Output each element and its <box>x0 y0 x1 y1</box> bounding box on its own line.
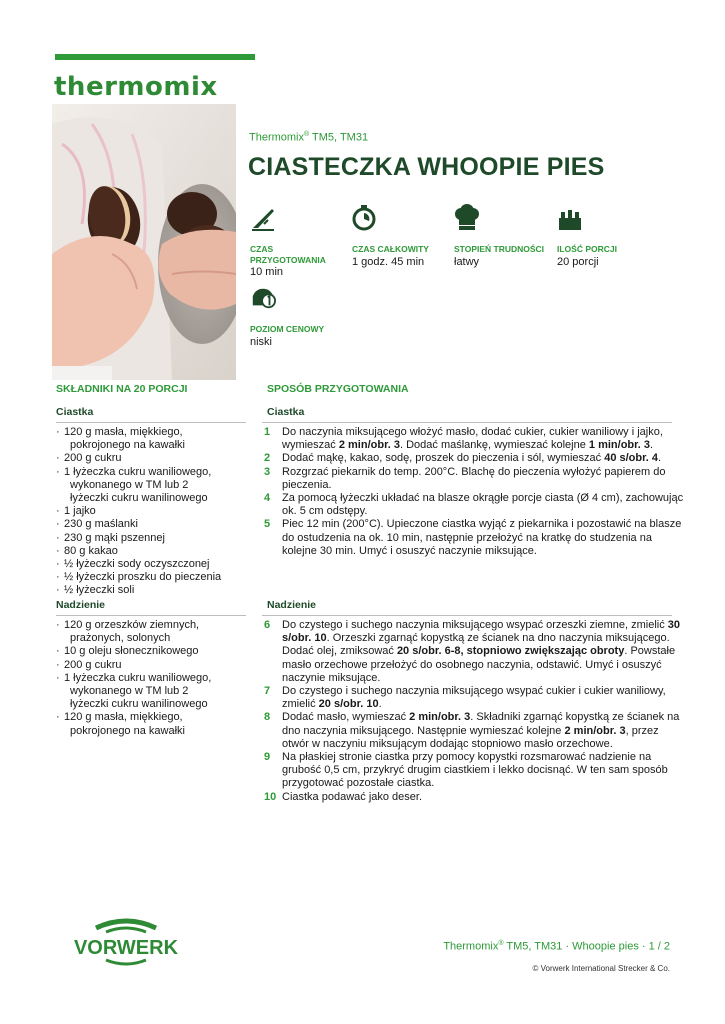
step-setting: 30 s/obr. 10 <box>282 619 681 645</box>
ingredients-heading: SKŁADNIKI NA 20 PORCJI <box>56 383 188 395</box>
ingredient-text: 1 łyżeczka cukru waniliowego, <box>64 671 212 684</box>
portions-icon <box>557 204 583 232</box>
step-number: 8 <box>264 711 271 724</box>
meta-label: CZAS PRZYGOTOWANIA <box>250 244 326 265</box>
step-text: Do naczynia miksującego włożyć masło, dodać cukier, cukier waniliowy i jajko, wymieszać <box>282 426 663 452</box>
recipe-title: CIASTECZKA WHOOPIE PIES <box>248 153 605 181</box>
step-number: 4 <box>264 492 271 505</box>
ingredient-item <box>56 558 242 571</box>
method-step <box>264 751 684 791</box>
meta-label: STOPIEŃ TRUDNOŚCI <box>454 244 545 254</box>
price-icon <box>250 284 276 312</box>
ingredients-group-title: Nadzienie <box>56 599 106 611</box>
ingredient-item <box>56 518 242 531</box>
divider <box>56 615 246 616</box>
footer-brand: Thermomix <box>443 940 499 953</box>
ingredient-text: łyżeczki cukru wanilinowego <box>70 492 208 505</box>
knife-icon <box>250 204 276 232</box>
ingredient-text: pokrojonego na kawałki <box>70 724 185 737</box>
step-number: 1 <box>264 426 271 438</box>
ingredient-item <box>56 452 242 465</box>
ingredient-text: 120 g masła, miękkiego, <box>64 711 183 724</box>
step-text: , przez otwór w naczyniu miksującym dodając stopniowo masło orzechowe. <box>282 724 659 750</box>
ingredient-text: łyżeczki cukru wanilinowego <box>70 698 208 711</box>
step-text: . <box>650 439 654 452</box>
ingredient-item <box>56 645 242 658</box>
method-step <box>264 518 684 558</box>
ingredient-text: 230 g maślanki <box>64 518 138 531</box>
step-text: . Orzeszki zgarnąć kopystką ze ścianek na dno naczynia miksującego. <box>326 632 670 645</box>
ingredient-text: 80 g kakao <box>64 544 118 557</box>
method-step <box>264 492 684 518</box>
ingredient-text: wykonanego w TM lub 2 <box>70 478 189 491</box>
step-setting: 2 min/obr. 3 <box>564 724 626 737</box>
ingredient-text: prażonych, solonych <box>70 632 171 645</box>
recipe-photo <box>52 104 236 380</box>
meta-value: 10 min <box>250 266 284 278</box>
ingredients-group-title: Ciastka <box>56 406 94 418</box>
step-number: 2 <box>264 452 271 465</box>
models-line <box>249 131 368 144</box>
footer-registered-mark: ® <box>498 940 504 947</box>
method-group-title: Nadzienie <box>267 599 317 611</box>
meta-label: POZIOM CENOWY <box>250 324 325 334</box>
ingredient-text: 200 g cukru <box>64 658 122 671</box>
step-continuation <box>282 645 684 685</box>
step-text: Dodać masło, wymieszać <box>282 711 410 724</box>
step-text: Dodać mąkę, kakao, sodę, proszek do pieczenia i sól, wymieszać <box>282 452 605 465</box>
ingredient-item <box>56 571 242 584</box>
meta-value: 1 godz. 45 min <box>352 256 425 268</box>
method-step <box>264 711 684 751</box>
step-number: 10 <box>264 790 277 803</box>
step-setting: 1 min/obr. 3 <box>588 439 651 452</box>
method-step <box>264 426 684 452</box>
method-step <box>264 452 684 465</box>
ingredient-item <box>56 672 242 712</box>
step-setting: 2 min/obr. 3 <box>338 439 400 452</box>
meta-value: niski <box>250 336 273 348</box>
step-setting: 20 s/obr. 10 <box>318 698 379 711</box>
method-step <box>264 619 684 685</box>
ingredient-text: pokrojonego na kawałki <box>70 439 185 452</box>
ingredient-item <box>56 426 242 452</box>
step-text: Ciastka podawać jako deser. <box>282 790 423 803</box>
method-steps <box>264 619 684 804</box>
ingredient-item <box>56 466 242 506</box>
models-list: TM5, TM31 <box>309 131 369 144</box>
method-steps <box>264 426 684 558</box>
method-step <box>264 791 684 804</box>
step-number: 3 <box>264 465 271 478</box>
meta-value: łatwy <box>454 256 480 268</box>
meta-label: ILOŚĆ PORCJI <box>557 244 617 254</box>
ingredient-text: 10 g oleju słonecznikowego <box>64 645 199 658</box>
ingredient-item <box>56 659 242 672</box>
models-registered-mark: ® <box>304 131 310 138</box>
ingredient-text: ½ łyżeczki sody oczyszczonej <box>64 558 210 571</box>
step-setting: 20 s/obr. 6-8, stopniowo zwiększając obroty <box>396 645 625 658</box>
step-text: . <box>378 698 382 711</box>
meta-value: 20 porcji <box>557 256 599 268</box>
step-text: Na płaskiej stronie ciastka przy pomocy kopystki rozsmarować nadzienie na grubość 0,5 cm, przykryć drugim ciastkiem i lekko docisnąć. W ten sam sposób przygotować pozostałe ciastka. <box>282 751 668 790</box>
step-number: 7 <box>264 685 271 698</box>
step-number: 5 <box>264 518 271 531</box>
ingredient-item <box>56 545 242 558</box>
divider <box>262 615 672 616</box>
method-heading: SPOSÓB PRZYGOTOWANIA <box>267 383 409 395</box>
ingredient-text: 200 g cukru <box>64 452 122 465</box>
ingredient-item <box>56 584 242 597</box>
step-text: Za pomocą łyżeczki układać na blasze okrągłe porcje ciasta (Ø 4 cm), zachowując ok. 5 cm odstępy. <box>282 492 684 518</box>
step-text: Do czystego i suchego naczynia miksującego wsypać cukier i cukier waniliowy, zmielić <box>282 685 666 711</box>
ingredients-list <box>56 426 242 598</box>
step-text: . <box>658 452 662 465</box>
ingredients-list <box>56 619 242 738</box>
ingredient-item <box>56 505 242 518</box>
method-step <box>264 685 684 711</box>
ingredient-item <box>56 619 242 645</box>
step-text: Dodać olej, zmiksować <box>282 645 397 658</box>
ingredient-text: 120 g orzeszków ziemnych, <box>64 619 200 631</box>
divider <box>56 422 246 423</box>
footer-page-info <box>443 940 670 953</box>
step-text: . Dodać maślankę, wymieszać kolejne <box>399 439 589 452</box>
step-text: . Powstałe masło orzechowe przełożyć do osobnego naczynia, odstawić. Umyć i osuszyć naczynie miksujące. <box>282 645 676 684</box>
ingredient-text: wykonanego w TM lub 2 <box>70 685 189 698</box>
recipe-photo-illustration <box>52 104 236 380</box>
ingredient-item <box>56 711 242 737</box>
ingredient-text: 1 łyżeczka cukru waniliowego, <box>64 465 212 478</box>
timer-icon <box>352 204 378 232</box>
ingredient-item <box>56 532 242 545</box>
step-text: Do czystego i suchego naczynia miksującego wsypać orzeszki ziemne, zmielić <box>282 619 668 631</box>
step-setting: 40 s/obr. 4 <box>604 452 659 465</box>
header-accent-bar <box>55 54 255 60</box>
step-text: Rozgrzać piekarnik do temp. 200°C. Blachę do pieczenia wyłożyć papierem do pieczenia. <box>282 465 666 491</box>
method-group-title: Ciastka <box>267 406 305 418</box>
ingredient-text: 1 jajko <box>64 505 96 518</box>
ingredient-text: 230 g mąki pszennej <box>64 531 165 544</box>
vorwerk-text: VORWERK <box>73 937 179 959</box>
copyright: © Vorwerk International Strecker & Co. <box>532 964 670 973</box>
step-text: Piec 12 min (200°C). Upieczone ciastka wyjąć z piekarnika i pozostawić na blasze do ostudzenia na ok. 10 min, następnie przełożyć na kratkę do studzenia na kolejne 30 min. Umyć i osuszyć naczynie miksujące. <box>282 518 682 557</box>
vorwerk-logo <box>56 918 196 968</box>
ingredient-text: ½ łyżeczki soli <box>64 584 135 597</box>
step-number: 6 <box>264 619 271 631</box>
step-setting: 2 min/obr. 3 <box>409 711 471 724</box>
ingredient-text: ½ łyżeczki proszku do pieczenia <box>64 571 222 584</box>
meta-label: CZAS CAŁKOWITY <box>352 244 429 254</box>
footer-page-text: TM5, TM31 · Whoopie pies · 1 / 2 <box>503 940 670 953</box>
method-step <box>264 466 684 492</box>
step-number: 9 <box>264 751 271 764</box>
ingredient-text: 120 g masła, miękkiego, <box>64 426 183 438</box>
step-text: . Składniki zgarnąć kopystką ze ścianek na dno naczynia miksującego. Następnie wymieszać kolejne <box>282 711 680 737</box>
thermomix-logo: thermomix <box>54 72 218 102</box>
models-brand: Thermomix <box>249 131 305 144</box>
chef-hat-icon <box>454 204 480 232</box>
divider <box>262 422 672 423</box>
